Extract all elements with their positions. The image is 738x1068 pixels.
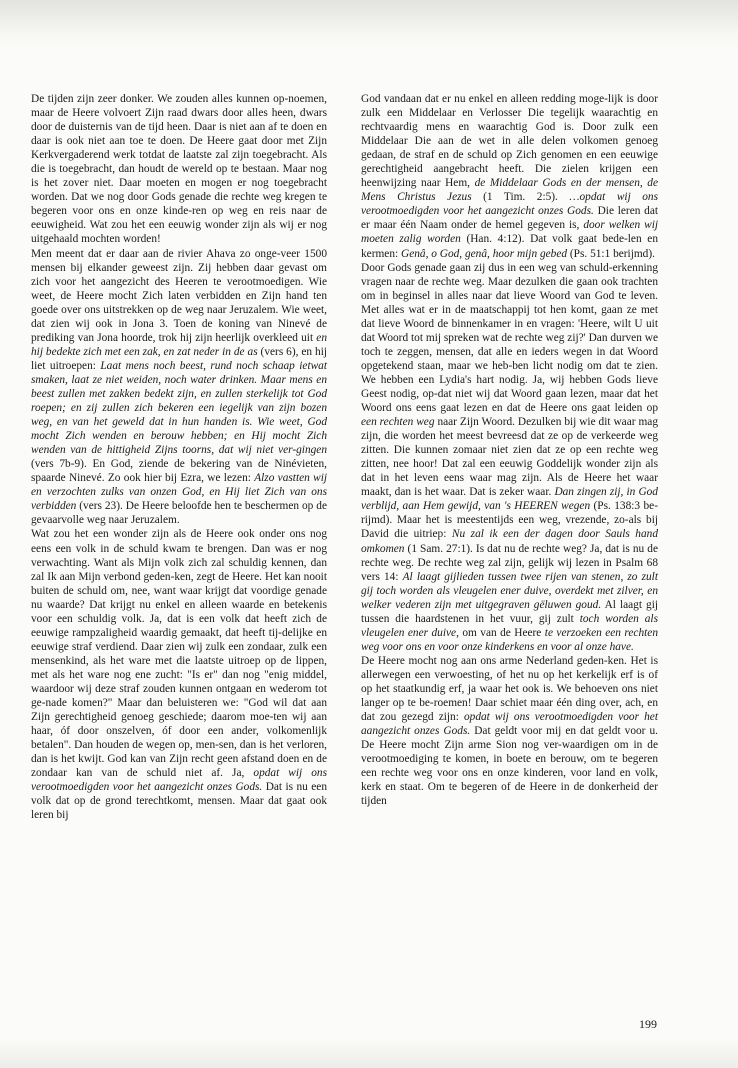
text-run: Die leren dat er maar één Naam onder de hemel gegeven is, bbox=[361, 205, 658, 232]
italic-quote: opdat wij ons verootmoedigden voor het aangezicht onzes Gods. bbox=[31, 767, 327, 794]
text-run: Men meent dat er daar aan de rivier Ahava zo onge-veer 1500 mensen bij elkander geweest zijn. Zij hebben daar gevast om zich voor het aangezicht des Heeren te verootmoedigen. Wie weet, de Heere mocht Zich laten verbidden en Zijn hand ten goede over ons uitstrekken op de weg naar Jeruzalem. Wie weet, dat zien wij ook in Jona 3. Toen de koning van Ninevé de prediking van Jona hoorde, trok hij zijn heerlijk overkleed uit bbox=[31, 247, 327, 344]
text-run: (Ps. 51:1 berijmd). bbox=[567, 247, 655, 260]
italic-quote: Genâ, o God, genâ, hoor mijn gebed bbox=[401, 247, 568, 260]
italic-quote: Nu zal ik een der dagen door Sauls hand omkomen bbox=[361, 528, 658, 555]
text-run: Al laagt gij tussen die haardstenen in het vuur, gij zult bbox=[361, 598, 658, 625]
paragraph bbox=[31, 527, 327, 822]
italic-quote: toch worden als vleugelen ener duive bbox=[361, 612, 658, 639]
italic-quote: Laat mens noch beest, rund noch schaap ietwat smaken, laat ze niet weiden, noch water drinken. Maar mens en beest zullen met zakken bedekt zijn, en zullen sterkelijk tot God roepen; en zij zullen zich bekeren een iegelijk van zijn bozen weg, en van het geweld dat in hun handen is. Wie weet, God mocht Zich wenden en berouw hebben; en Hij mocht Zich wenden van de hittigheid Zijns toorns, dat wij niet ver-gingen bbox=[31, 359, 327, 457]
text-run: Door Gods genade gaan zij dus in een weg van schuld-erkenning vragen naar de rechte weg. Maar dezulken die gaan ook trachten om in beginsel in alles naar dat lieve Woord van God te leven. Met alles wat er in de maatschappij tot hen komt, gaan ze met dat lieve Woord de binnenkamer in en vragen: 'Heere, wilt U uit dat Woord tot mij spreken wat de rechte weg zij?' Dan durven we toch te zeggen, mensen, dat alle en ieders wegen in dat Woord opgetekend staan, maar we heb-ben licht nodig om dat te zien. We hebben een Lydia's hart nodig. Ja, wij hebben Gods lieve Geest nodig, op-dat niet wij dat Woord gaan lezen, maar dat het Woord ons eens gaat lezen en dat de Heere ons gaat leiden op bbox=[361, 261, 658, 415]
text-run: (Ps. 138:3 be-rijmd). Maar het is meestentijds een weg, vrezende, zo-als bij David die uitriep: bbox=[361, 500, 658, 541]
text-run: Dat is nu een volk dat op de grond terechtkomt, mensen. Maar dat gaat ook leren bij bbox=[31, 781, 328, 822]
paragraph bbox=[31, 92, 327, 247]
scan-top-edge bbox=[0, 0, 738, 48]
italic-quote: opdat wij ons verootmoedigden voor het aangezicht onzes Gods. bbox=[361, 711, 658, 738]
text-run: (1 Sam. 27:1). Is dat nu de rechte weg? Ja, dat is nu de rechte weg. De rechte weg zal zijn, gelijk wij lezen in Psalm 68 vers 14: bbox=[361, 542, 658, 583]
paragraph bbox=[31, 247, 327, 528]
paragraph bbox=[361, 261, 658, 654]
text-run: De Heere mocht nog aan ons arme Nederland geden-ken. Het is allerwegen een verwoesting, of het nu op het kerkelijk erf is of op het staatkundig erf, ja waar het ook is. We behoeven ons niet langer op te be-roemen! Daar schiet maar één ding over, ach, en dat zou gezegd zijn: bbox=[361, 654, 658, 724]
italic-quote: en hij bedekte zich met een zak, en zat neder in de as bbox=[31, 331, 327, 358]
paragraph bbox=[361, 654, 658, 809]
italic-quote: Alzo vastten wij en verzochten zulks van onzen God, en Hij liet Zich van ons verbidden bbox=[31, 472, 327, 513]
italic-quote: een rechten weg bbox=[361, 416, 435, 429]
text-run: (vers 6), en hij liet uitroepen: bbox=[31, 345, 328, 372]
italic-quote: door welken wij moeten zalig worden bbox=[361, 219, 659, 246]
italic-quote: …opdat wij ons verootmoedigden voor het aangezicht onzes Gods. bbox=[361, 191, 658, 218]
paragraph bbox=[361, 92, 658, 261]
text-run: (vers 7b-9). En God, ziende de bekering van de Ninévieten, spaarde Ninevé. Zo ook hier bij Ezra, we lezen: bbox=[31, 458, 327, 485]
right-column bbox=[361, 92, 658, 808]
text-run: De tijden zijn zeer donker. We zouden alles kunnen op-noemen, maar de Heere volvoert Zijn raad dwars door alles heen, dwars door de duisternis van de tijd heen. Daar is niet aan af te doen en daar is ook niet aan toe te doen. De Heere gaat door met Zijn Kerkvergaderend werk totdat de laatste zal zijn toegebracht. Als die is toegebracht, dan houdt de wereld op te bestaan. Maar nog is het zover niet. Daar moeten en mogen er nog toegebracht worden. Dat we nog door Gods genade die rechte weg kregen te begeren voor ons en onze kinde-ren op weg en reis naar de eeuwigheid. Wat zou het een eeuwig wonder zijn als wij er nog uitgehaald mochten worden! bbox=[31, 93, 327, 246]
page-number: 199 bbox=[639, 1017, 657, 1031]
text-run: , om van de Heere bbox=[456, 626, 545, 639]
text-run: Wat zou het een wonder zijn als de Heere ook onder ons nog eens een volk in de schuld kwam te brengen. Dan was er nog verwachting. Want als Mijn volk zich zal schuldig kennen, dan zal Ik aan Mijn verbond geden-ken, zegt de Heere. Het kan nooit buiten de schuld om, nee, want waar krijgt dat voordige genade nu waarde? Dat krijgt nu enkel en alleen waarde en betekenis voor een schuldig volk. Ja, dat is een volk dat heeft zich de eeuwige rampzaligheid waardig gemaakt, dat heeft tij-delijke en eeuwige straf verdiend. Daar zien wij zulk een zondaar, zulk een mensenkind, als het ware met die laatste uitroep op de lippen, met als het ware nog ene zucht: "Is er" dan nog "enig middel, waardoor wij deze straf zouden kunnen ontgaan en wederom tot ge-nade komen?" Maar dan beluisteren we: "God wil dat aan Zijn gerechtigheid genoeg geschiede; daarom moe-ten wij aan haar, óf door onszelven, óf door een ander, volkomenlijk betalen". Dan houden de wegen op, men-sen, dan is het verloren, dan is het kwijt. God kan van Zijn recht geen afstand doen en de zondaar kan van de schuld niet af. Ja, bbox=[31, 528, 327, 780]
italic-quote: Dan zingen zij, in God verblijd, aan Hem gewijd, van 's HEEREN wegen bbox=[361, 486, 658, 513]
italic-quote: te verzoeken een rechten weg voor ons en voor onze kinderkens en voor al onze have. bbox=[361, 626, 658, 653]
text-run: naar Zijn Woord. Dezulken bij wie dit waar mag zijn, die worden het meest bevreesd dat ze op de verkeerde weg zitten. Die kunnen zomaar niet zien dat ze op een rechte weg zitten, nee hoor! Dat zal een eeuwig Goddelijk wonder zijn als dat in het leven eens waar mag zijn. Als de Heere het waar maakt, dan is het waar. Dat is zeker waar. bbox=[361, 416, 658, 499]
italic-quote: Al laagt gijlieden tussen twee rijen van stenen, zo zult gij toch worden als vleugelen ener duive, overdekt met zilver, en welker vederen zijn met uitgegraven gëluwen goud. bbox=[361, 570, 658, 611]
text-run: (vers 23). De Heere beloofde hen te beschermen op de gevaarvolle weg naar Jeruzalem. bbox=[31, 500, 327, 527]
text-run: Dat geldt voor mij en dat geldt voor u. De Heere mocht Zijn arme Sion nog ver-waardigen om in de verootmoediging te komen, in boete en berouw, om te begeren een rechte weg voor ons en onze kinderen, voor land en volk, kerk en staat. Om te begeren of de Heere in de donkerheid der tijden bbox=[361, 725, 658, 808]
text-run: (Han. 4:12). Dat volk gaat bede-len en kermen: bbox=[361, 233, 658, 260]
text-run: God vandaan dat er nu enkel en alleen redding moge-lijk is door zulk een Middelaar en Verlosser Die tegelijk waarachtig en rechtvaardig mens en waarachtig God is. Door zulk een Middelaar Die aan de wet in alle delen volkomen genoeg gedaan, de straf en de schuld op Zich genomen en een eeuwige gerechtigheid aangebracht heeft. Die zielen krijgen een heenwijzing naar Hem, bbox=[361, 93, 658, 190]
scan-bottom-edge bbox=[0, 1038, 738, 1068]
text-run: (1 Tim. 2:5). bbox=[471, 191, 570, 204]
left-column bbox=[31, 92, 327, 822]
italic-quote: de Middelaar Gods en der mensen, de Mens Christus Jezus bbox=[361, 177, 658, 204]
